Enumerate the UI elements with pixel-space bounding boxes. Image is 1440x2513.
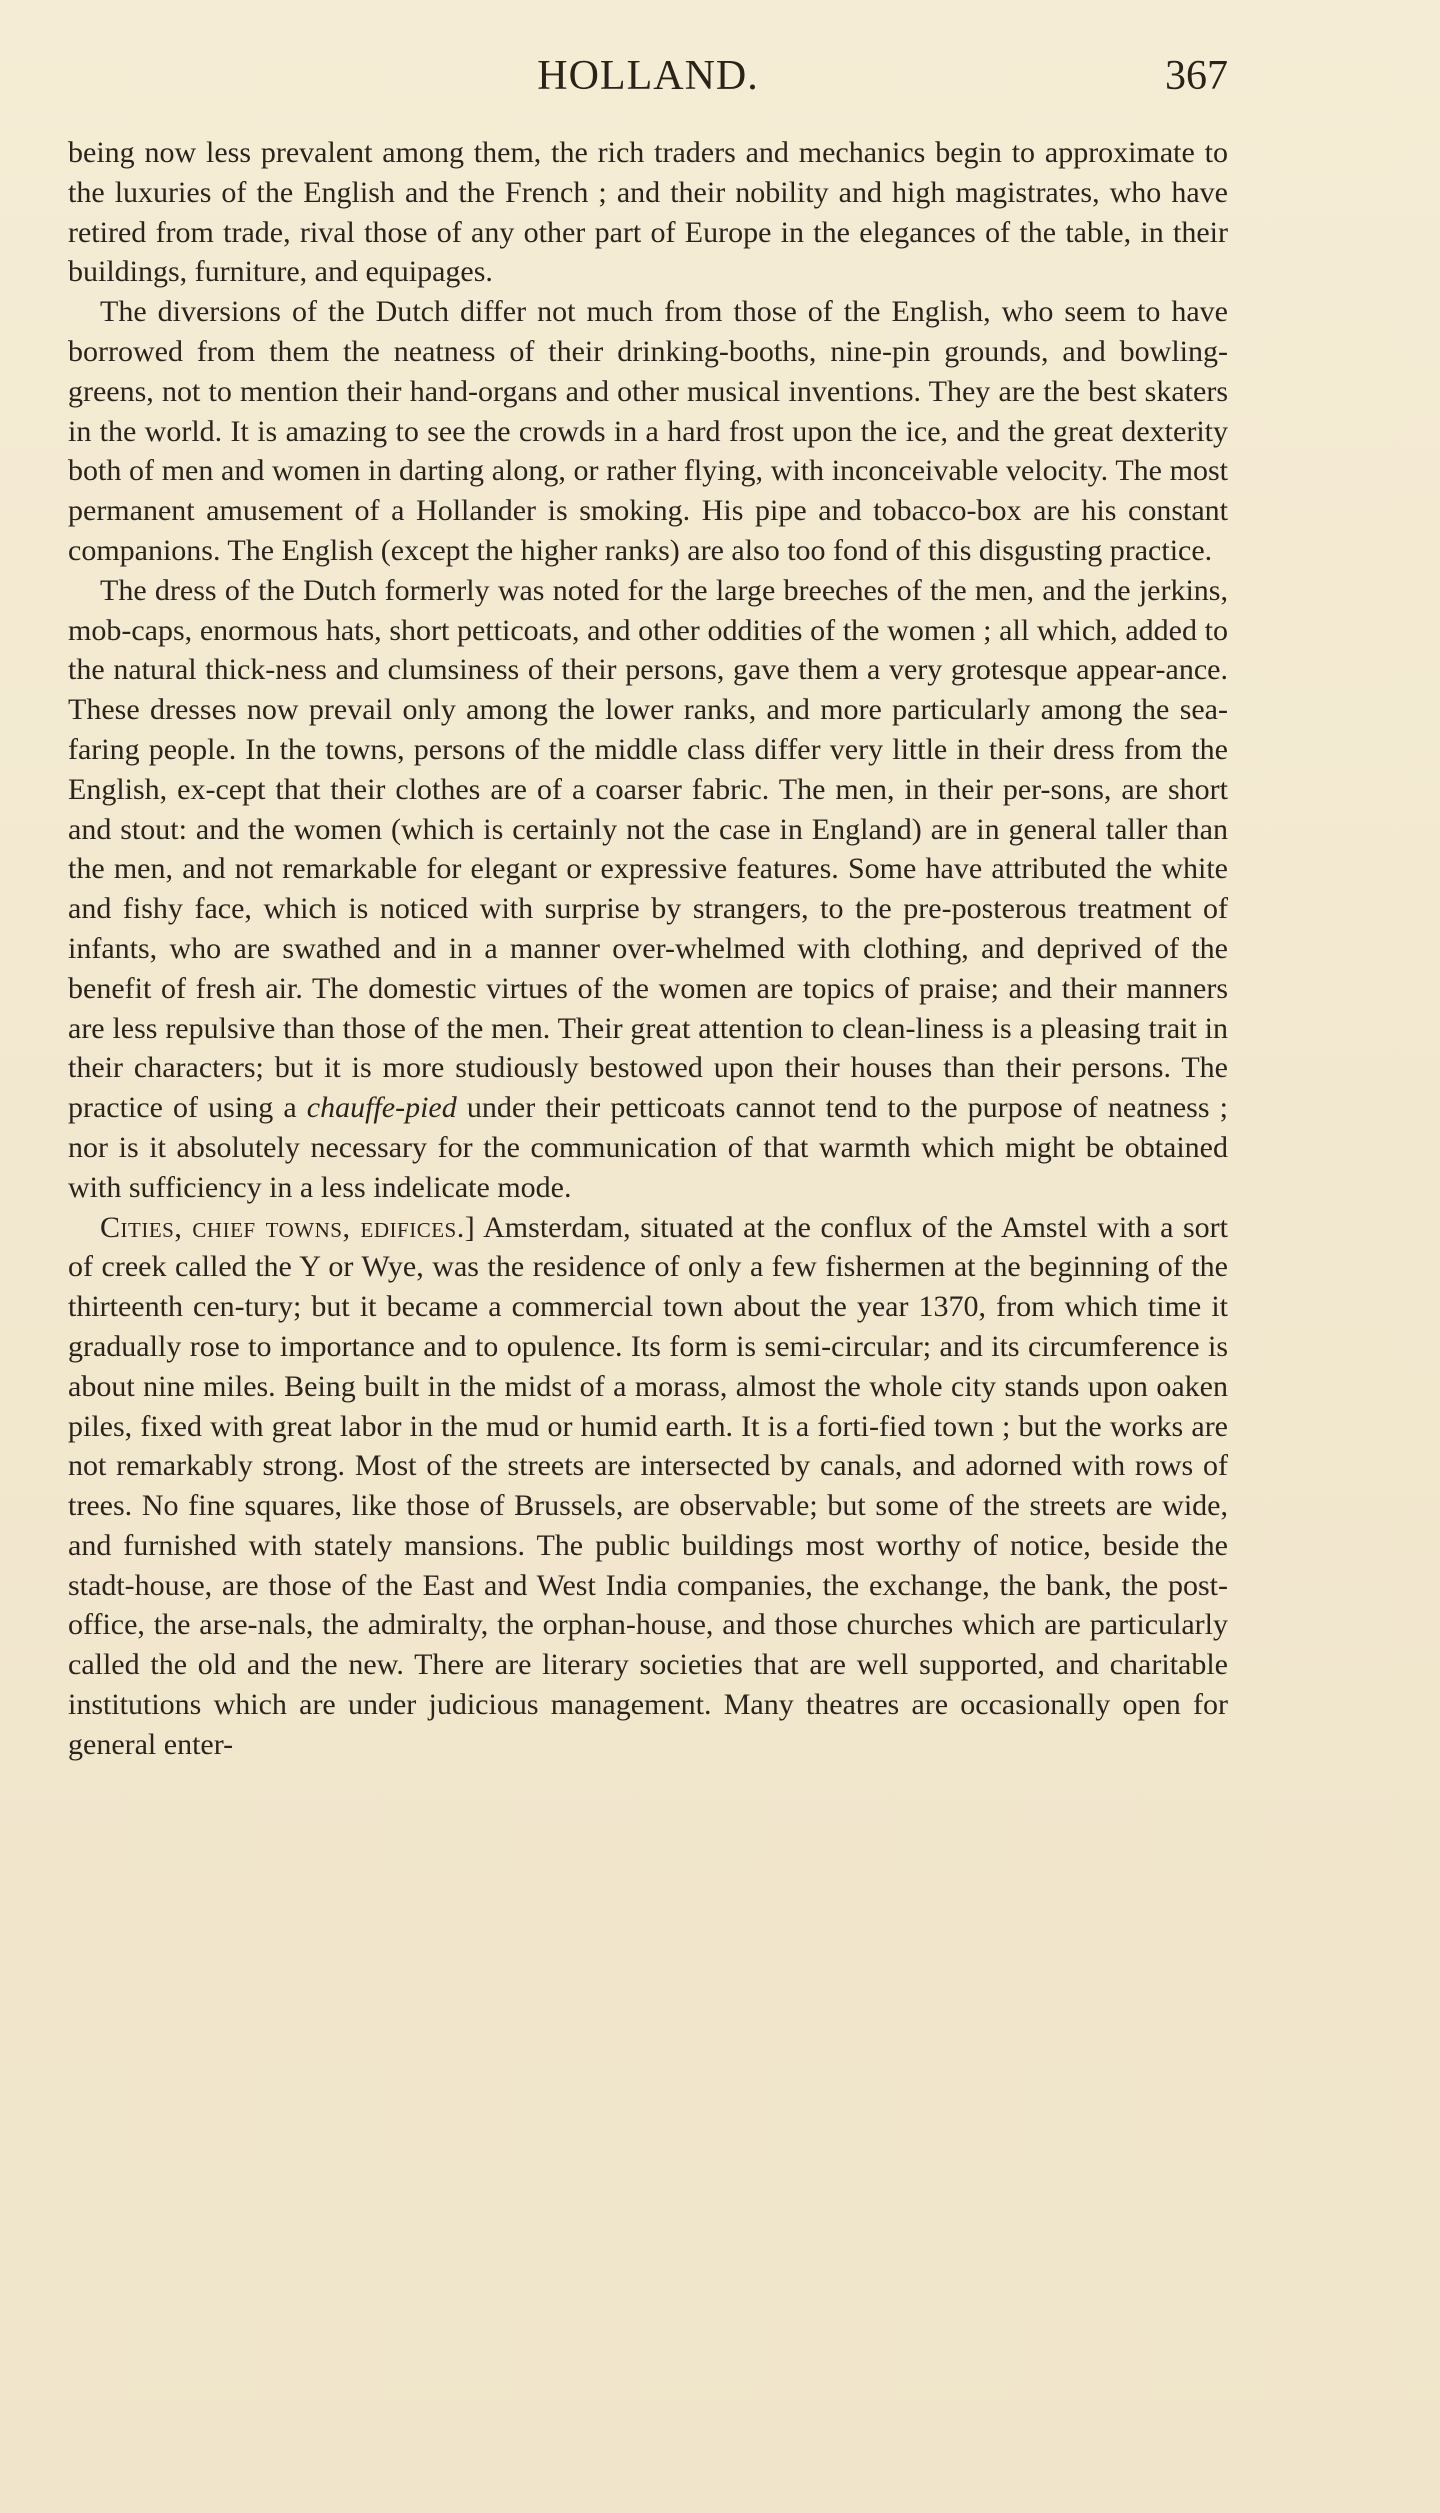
section-heading: Cities, chief towns, edifices.] — [100, 1210, 476, 1244]
cities-text: Amsterdam, situated at the conflux of the Amstel with a sort of creek called the Y or Wye, was the residence of only a few fishermen at the beginning of the thirteenth cen-tury; but it became a commercial town about the year 1370, from which time it gradually rose to importance and to opulence. Its form is semi-circular; and its circumference is about nine miles. Being built in the midst of a morass, almost the whole city stands upon oaken piles, fixed with great labor in the mud or humid earth. It is a forti-fied town ; but the works are not remarkably strong. Most of the streets are intersected by canals, and adorned with rows of trees. No fine squares, like those of Brussels, are observable; but some of the streets are wide, and furnished with stately mansions. The public buildings most worthy of notice, beside the stadt-house, are those of the East and West India companies, the exchange, the bank, the post-office, the arse-nals, the admiralty, the orphan-house, and those churches which are particularly called the old and the new. There are literary societies that are well supported, and charitable institutions which are under judicious management. Many theatres are occasionally open for general enter- — [68, 1210, 1228, 1761]
paragraph-wealth: being now less prevalent among them, the rich traders and mechanics begin to approximate to the luxuries of the English and the French ; and their nobility and high magistrates, who have retired from trade, rival those of any other part of Europe in the elegances of the table, in their buildings, furniture, and equipages. — [68, 136, 1228, 289]
dress-text-end: under their petticoats cannot tend to the purpose of neatness ; nor is it absolutely necessary for the communication of that warmth which might be obtained with sufficiency in a less indelicate mode. — [68, 1091, 1228, 1204]
page-number: 367 — [1165, 53, 1228, 99]
paragraph-dress — [68, 571, 1228, 1208]
italic-term: chauffe-pied — [306, 1091, 457, 1125]
body-text — [68, 133, 1228, 1765]
running-header — [68, 52, 1228, 104]
chapter-title: HOLLAND. — [537, 53, 759, 99]
paragraph-cities — [68, 1208, 1228, 1765]
dress-text-start: The dress of the Dutch formerly was noted for the large breeches of the men, and the jerkins, mob-caps, enormous hats, short petticoats, and other oddities of the women ; all which, added to the natural thick-ness and clumsiness of their persons, gave them a very grotesque appear-ance. These dresses now prevail only among the lower ranks, and more particularly among the sea-faring people. In the towns, persons of the middle class differ very little in their dress from the English, ex-cept that their clothes are of a coarser fabric. The men, in their per-sons, are short and stout: and the women (which is certainly not the case in England) are in general taller than the men, and not remarkable for elegant or expressive features. Some have attributed the white and fishy face, which is noticed with surprise by strangers, to the pre-posterous treatment of infants, who are swathed and in a manner over-whelmed with clothing, and deprived of the benefit of fresh air. The domestic virtues of the women are topics of praise; and their manners are less repulsive than those of the men. Their great attention to clean-liness is a pleasing trait in their characters; but it is more studiously bestowed upon their houses than their persons. The practice of using a — [68, 573, 1228, 1125]
paragraph-diversions: The diversions of the Dutch differ not much from those of the English, who seem to have borrowed from them the neatness of their drinking-booths, nine-pin grounds, and bowling-greens, not to mention their hand-organs and other musical inventions. They are the best skaters in the world. It is amazing to see the crowds in a hard frost upon the ice, and the great dexterity both of men and women in darting along, or rather flying, with inconceivable velocity. The most permanent amusement of a Hollander is smoking. His pipe and tobacco-box are his constant companions. The English (except the higher ranks) are also too fond of this disgusting practice. — [68, 295, 1228, 567]
